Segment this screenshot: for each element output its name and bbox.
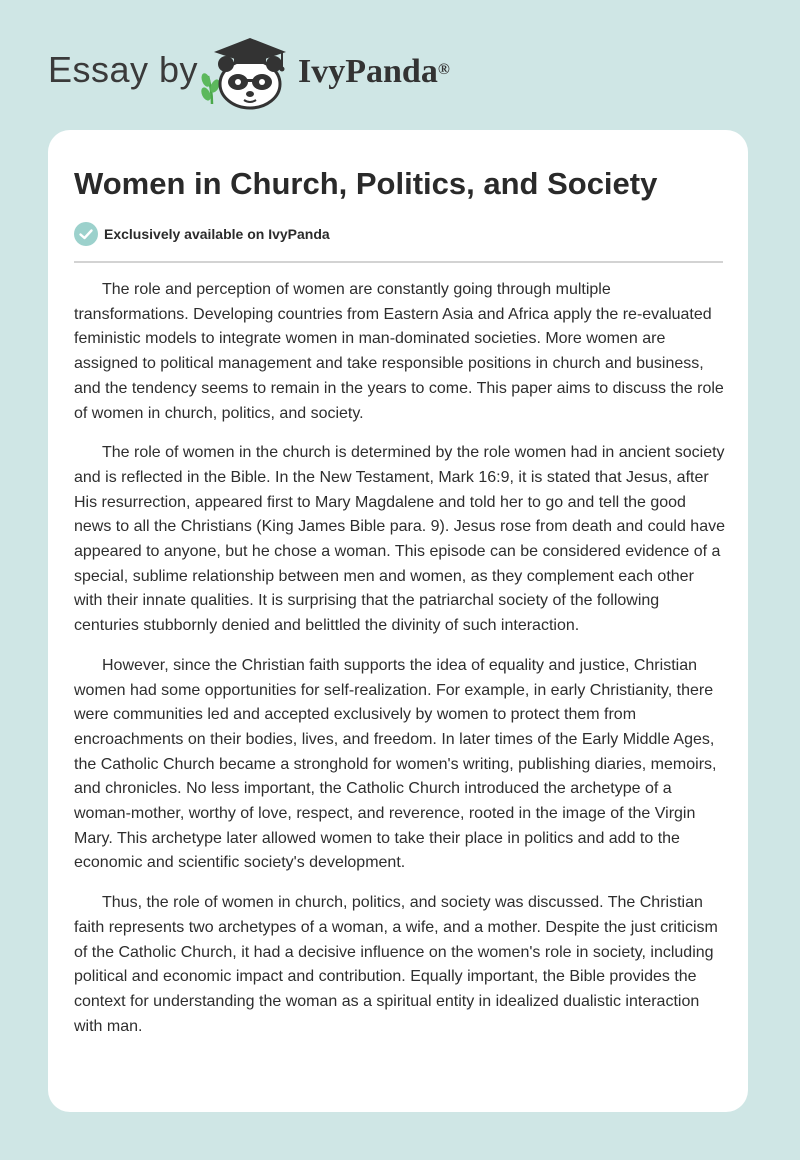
brand-name: IvyPanda [298, 53, 438, 90]
paragraph: The role and perception of women are constantly going through multiple transformations. Developing countries from Eastern Asia and Africa apply the re-evaluated feministic models to integrate women in man-dominated societies. More women are assigned to political management and take responsible positions in church and business, and the tendency seems to remain in the years to come. This paper aims to discuss the role of women in church, politics, and society. [74, 281, 724, 422]
essay-title: Women in Church, Politics, and Society [74, 166, 658, 201]
availability-text: Exclusively available on IvyPanda [104, 226, 330, 242]
registered-mark: ® [437, 61, 450, 78]
site-header [0, 0, 800, 128]
brand-logo-text [298, 52, 450, 92]
check-circle-icon [74, 222, 98, 246]
panda-graduate-icon [200, 34, 292, 110]
paragraph: However, since the Christian faith supports the idea of equality and justice, Christian women had some opportunities for self-realization. For example, in early Christianity, there were communities led and accepted exclusively by women to protect them from encroachments on their bodies, lives, and freedom. In later times of the Early Middle Ages, the Catholic Church became a stronghold for women's writing, publishing diaries, memoirs, and chronicles. No less important, the Catholic Church introduced the archetype of a woman-mother, worthy of love, respect, and reverence, rooted in the image of the Virgin Mary. This archetype later allowed women to take their place in politics and add to the economic and scientific society's development. [74, 656, 717, 872]
divider [74, 261, 723, 263]
availability-badge [74, 222, 330, 246]
paragraph: The role of women in the church is determined by the role women had in ancient society and is reflected in the Bible. In the New Testament, Mark 16:9, it is stated that Jesus, after His resurrection, appeared first to Mary Magdalene and told her to go and tell the good news to all the Christians (King James Bible para. 9). Jesus rose from death and could have appeared to anyone, but he chose a woman. This episode can be considered evidence of a special, sublime relationship between men and women, as they complement each other with their innate qualities. It is surprising that the patriarchal society of the following centuries stubbornly denied and belittled the divinity of such interaction. [74, 444, 725, 635]
essay-body [74, 278, 726, 1054]
paragraph: Thus, the role of women in church, politics, and society was discussed. The Christian faith represents two archetypes of a woman, a wife, and a mother. Despite the just criticism of the Catholic Church, it had a decisive influence on the women's role in society, including political and economic impact and contribution. Equally important, the Bible provides the context for understanding the woman as a spiritual entity in idealized dualistic interaction with man. [74, 894, 718, 1035]
essay-card [48, 130, 748, 1112]
essay-by-label: Essay by [48, 49, 199, 90]
